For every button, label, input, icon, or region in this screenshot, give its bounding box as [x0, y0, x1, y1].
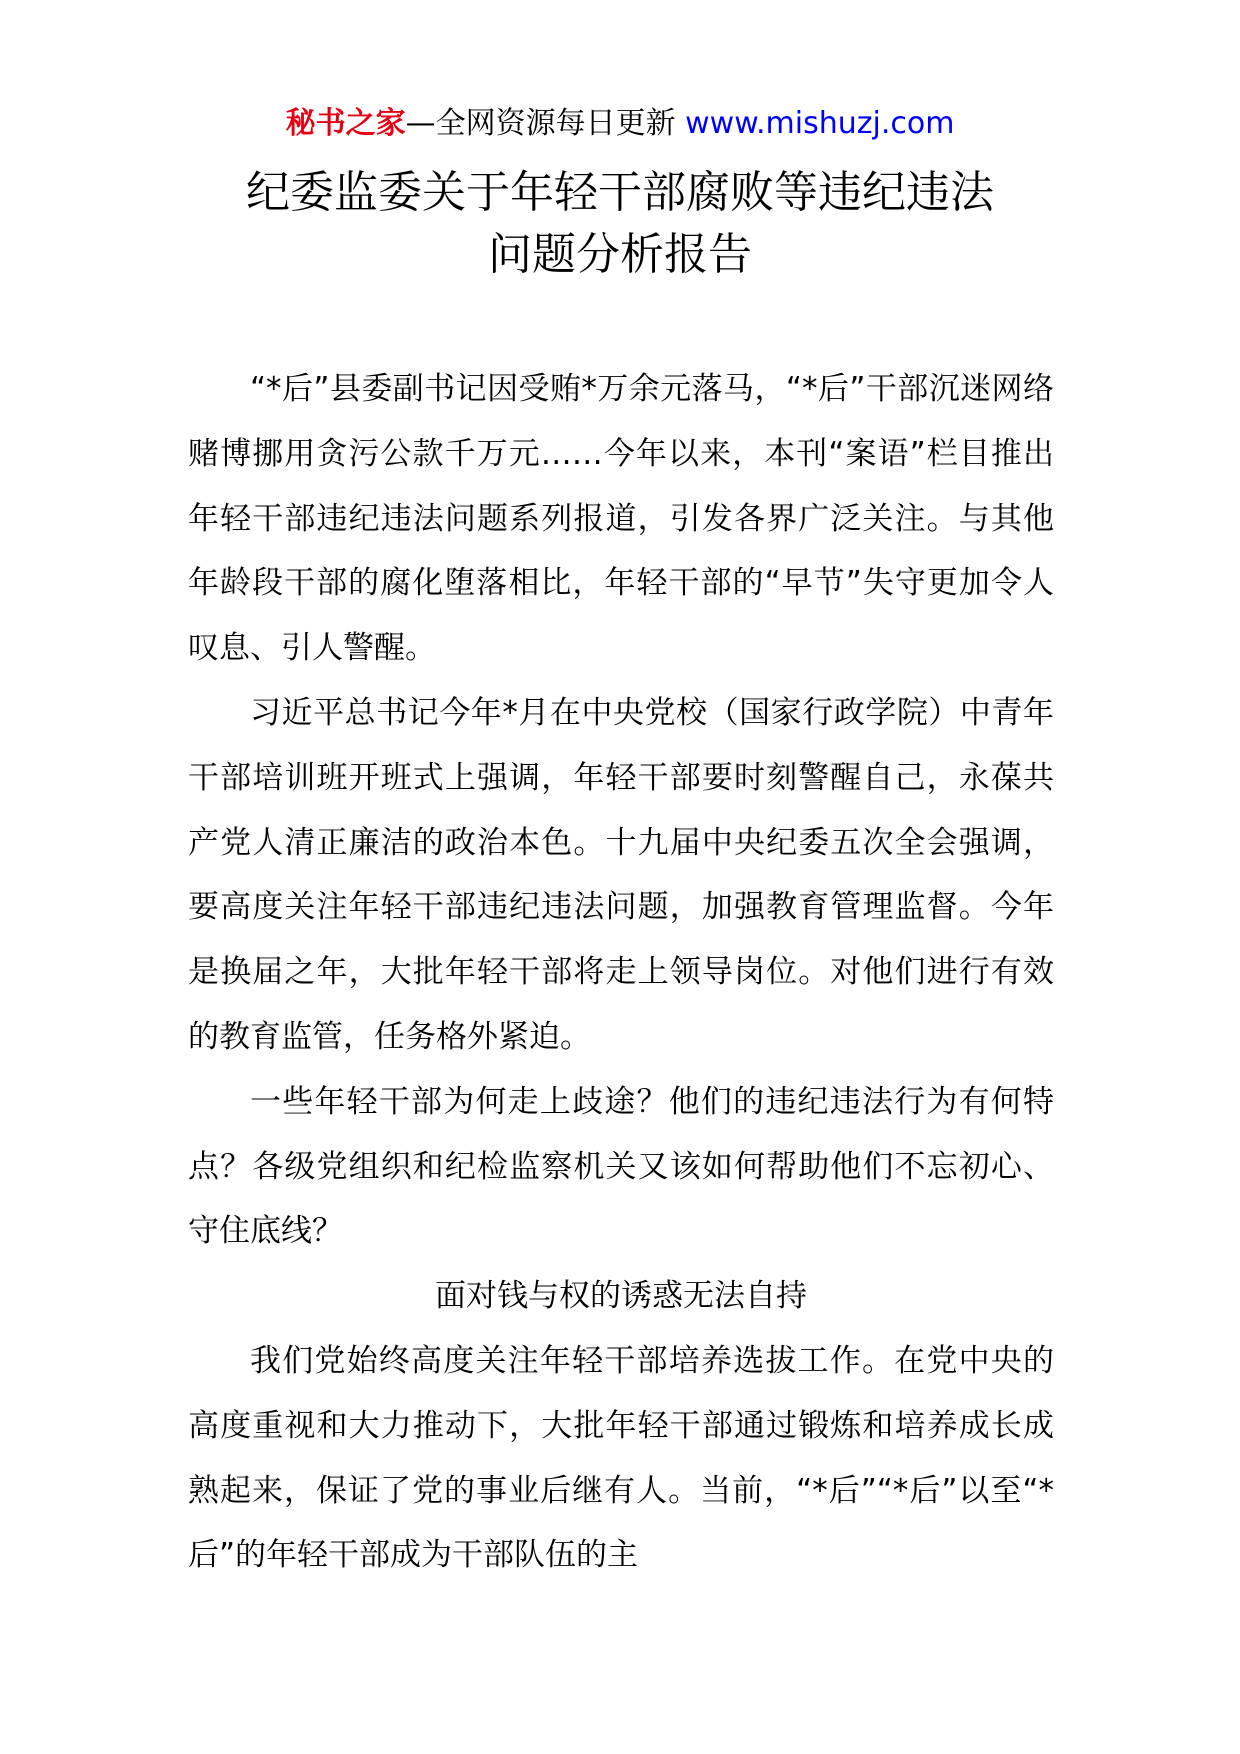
title-line-2: 问题分析报告 — [488, 229, 752, 280]
body-paragraph: 我们党始终高度关注年轻干部培养选拔工作。在党中央的高度重视和大力推动下，大批年轻干部通过锻炼和培养成长成熟起来，保证了党的事业后继有人。当前，“*后”“*后”以至“*后”的年轻干部成为干部队伍的主 — [188, 1342, 1054, 1574]
body-paragraph: 一些年轻干部为何走上歧途？他们的违纪违法行为有何特点？各级党组织和纪检监察机关又该如何帮助他们不忘初心、守住底线？ — [188, 1083, 1054, 1250]
document-title — [0, 162, 1240, 286]
document-body — [188, 357, 1054, 1588]
section-heading: 面对钱与权的诱惑无法自持 — [435, 1278, 807, 1315]
site-url: www.mishuzj.com — [685, 106, 955, 141]
title-line-1: 纪委监委关于年轻干部腐败等违纪违法 — [246, 167, 994, 218]
body-paragraph: 习近平总书记今年*月在中央党校（国家行政学院）中青年干部培训班开班式上强调，年轻干部要时刻警醒自己，永葆共产党人清正廉洁的政治本色。十九届中央纪委五次全会强调，要高度关注年轻干部违纪违法问题，加强教育管理监督。今年是换届之年，大批年轻干部将走上领导岗位。对他们进行有效的教育监管，任务格外紧迫。 — [188, 694, 1054, 1055]
header-slogan: —全网资源每日更新 — [405, 106, 686, 141]
brand-name: 秘书之家 — [285, 106, 406, 141]
site-header — [0, 102, 1240, 146]
body-paragraph: “*后”县委副书记因受贿*万余元落马，“*后”干部沉迷网络赌博挪用贪污公款千万元……今年以来，本刊“案语”栏目推出年轻干部违纪违法问题系列报道，引发各界广泛关注。与其他年龄段干部的腐化堕落相比，年轻干部的“早节”失守更加令人叹息、引人警醒。 — [188, 371, 1054, 667]
